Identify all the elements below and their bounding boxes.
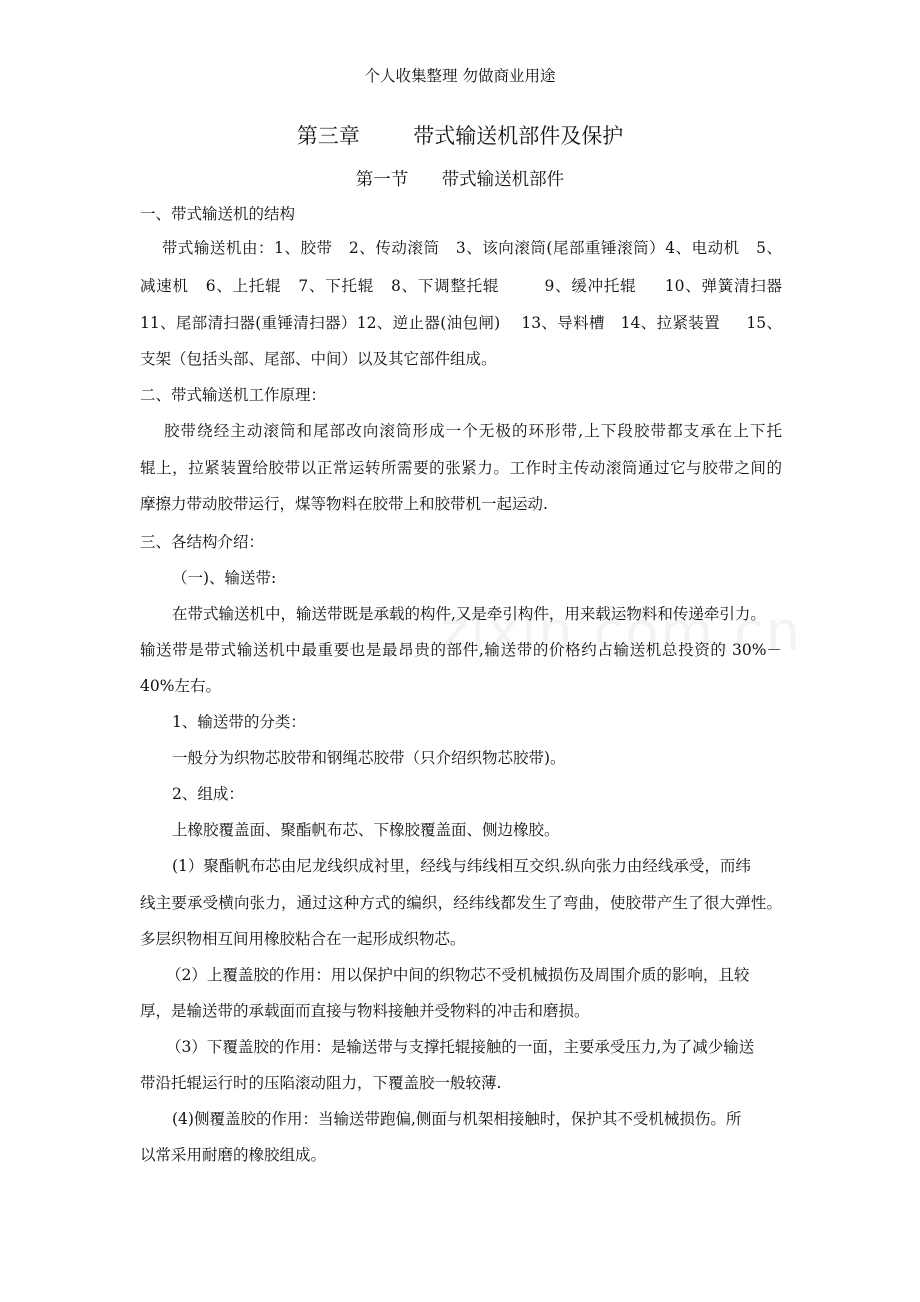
heading-structure: 一、带式输送机的结构 bbox=[140, 205, 296, 223]
paragraph-line: 厚，是输送带的承载面而直接与物料接触并受物料的冲击和磨损。 bbox=[140, 1002, 590, 1020]
paragraph-line: 11、尾部清扫器(重锤清扫器）12、逆止器(油包闸) 13、导料槽 14、拉紧装置 15、 bbox=[140, 314, 782, 332]
subheading-conveyor-belt: （一)、输送带: bbox=[172, 569, 277, 587]
heading-principle: 二、带式输送机工作原理： bbox=[140, 386, 327, 404]
paragraph-line: 胶带绕经主动滚筒和尾部改向滚筒形成一个无极的环形带,上下段胶带都支承在上下托 bbox=[140, 422, 782, 440]
paragraph-line: （3）下覆盖胶的作用：是输送带与支撑托辊接触的一面，主要承受压力,为了减少输送 bbox=[166, 1038, 755, 1056]
paragraph-line: 40%左右。 bbox=[140, 677, 221, 695]
paragraph-line: 上橡胶覆盖面、聚酯帆布芯、下橡胶覆盖面、侧边橡胶。 bbox=[172, 821, 560, 839]
paragraph-line: 输送带是带式输送机中最重要也是最昂贵的部件,输送带的价格约占输送机总投资的 30%－ bbox=[140, 641, 782, 659]
subheading-classification: 1、输送带的分类： bbox=[172, 713, 306, 731]
paragraph-line: 多层织物相互间用橡胶粘合在一起形成织物芯。 bbox=[140, 930, 466, 948]
section-title: 第一节 带式输送机部件 bbox=[355, 170, 565, 190]
subheading-composition: 2、组成： bbox=[172, 785, 244, 803]
paragraph-line: 在带式输送机中，输送带既是承载的构件,又是牵引构件，用来载运物料和传递牵引力。 bbox=[172, 605, 766, 623]
paragraph-line: 一般分为织物芯胶带和钢绳芯胶带（只介绍织物芯胶带)。 bbox=[172, 749, 566, 767]
heading-components: 三、各结构介绍： bbox=[140, 533, 265, 551]
header-note: 个人收集整理 勿做商业用途 bbox=[364, 67, 556, 85]
paragraph-line: （2）上覆盖胶的作用：用以保护中间的织物芯不受机械损伤及周围介质的影响，且较 bbox=[166, 966, 750, 984]
paragraph-line: 以常采用耐磨的橡胶组成。 bbox=[140, 1146, 327, 1164]
paragraph-line: 辊上，拉紧装置给胶带以正常运转所需要的张紧力。工作时主传动滚筒通过它与胶带之间的 bbox=[140, 459, 782, 477]
chapter-title: 第三章 带式输送机部件及保护 bbox=[296, 124, 624, 148]
paragraph-line: 支架（包括头部、尾部、中间）以及其它部件组成。 bbox=[140, 350, 497, 368]
paragraph-line: 线主要承受横向张力，通过这种方式的编织，经纬线都发生了弯曲，使胶带产生了很大弹性。 bbox=[140, 894, 782, 912]
paragraph-line: (1）聚酯帆布芯由尼龙线织成衬里，经线与纬线相互交织.纵向张力由经线承受，而纬 bbox=[172, 857, 751, 875]
paragraph-line: 摩擦力带动胶带运行，煤等物料在胶带上和胶带机一起运动. bbox=[140, 495, 548, 513]
paragraph-line: (4)侧覆盖胶的作用：当输送带跑偏,侧面与机架相接触时，保护其不受机械损伤。所 bbox=[172, 1110, 742, 1128]
paragraph-line: 减速机 6、上托辊 7、下托辊 8、下调整托辊 9、缓冲托辊 10、弹簧清扫器 bbox=[140, 277, 782, 295]
paragraph-line: 带沿托辊运行时的压陷滚动阻力，下覆盖胶一般较薄. bbox=[140, 1074, 502, 1092]
paragraph-line: 带式输送机由：1、胶带 2、传动滚筒 3、该向滚筒(尾部重锤滚筒）4、电动机 5、 bbox=[140, 239, 782, 257]
